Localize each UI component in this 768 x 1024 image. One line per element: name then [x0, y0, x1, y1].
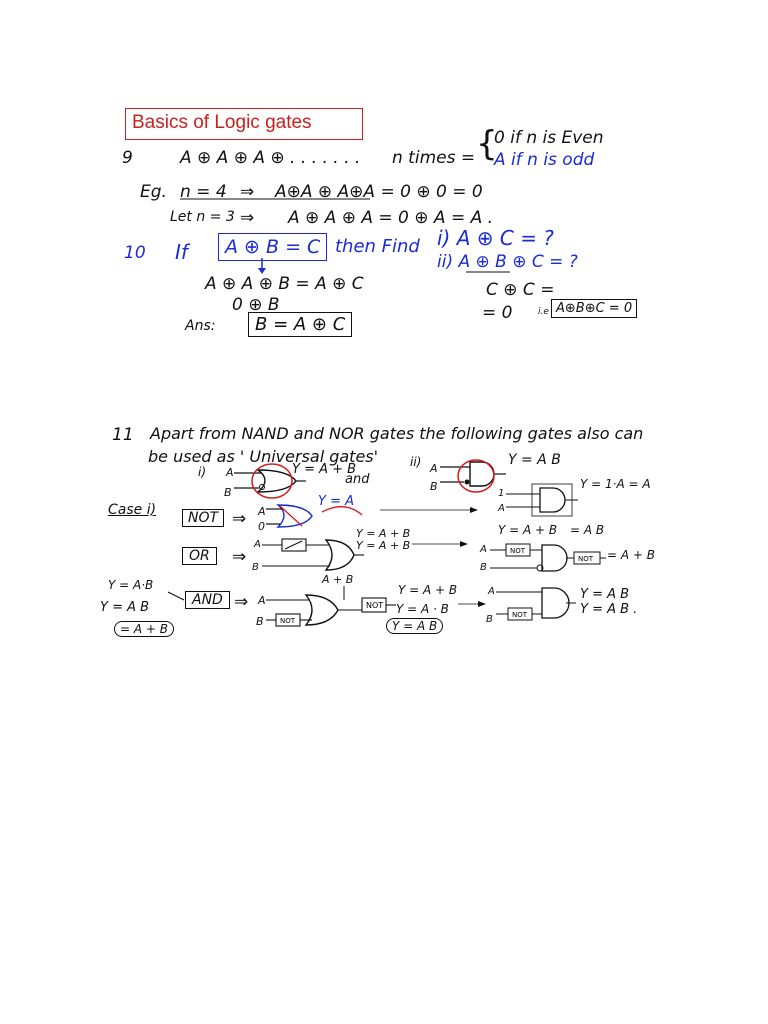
q10-ie: i.e [538, 307, 549, 317]
right-not-eq3: = A B [570, 523, 605, 537]
and-not2-text: NOT [366, 601, 384, 610]
q9-eg-n4: n = 4 [180, 182, 227, 202]
q10-step1: A ⊕ A ⊕ B = A ⊕ C [205, 274, 364, 294]
q11-part-i: i) [198, 465, 207, 479]
and-left-eq2: Y = A B [100, 600, 150, 615]
gate-ii-input-a: A [430, 462, 438, 475]
not-input-0: 0 [258, 520, 265, 533]
right-and-not-text: NOT [512, 611, 528, 619]
gate-i-input-b: B [224, 486, 232, 499]
q9-eg-n4-expr: A⊕A ⊕ A⊕A = 0 ⊕ 0 = 0 [275, 182, 483, 202]
q10-step-ii-1: C ⊕ C = [486, 280, 555, 300]
q10-answer-i-box: B = A ⊕ C [248, 312, 352, 337]
q10-part-ii: ii) A ⊕ B ⊕ C = ? [437, 252, 578, 272]
and-left-eq1: Y = A·B [108, 578, 154, 592]
and-out1: Y = A + B [398, 583, 458, 597]
or-case-gates [262, 539, 364, 570]
q10-step-ii-2: = 0 [482, 303, 513, 323]
or-input-a: A [254, 539, 261, 550]
q10-then-find: then Find [335, 236, 420, 257]
q9-case-even: 0 if n is Even [494, 128, 604, 148]
q10-answer-ii-box: A⊕B⊕C = 0 [551, 299, 637, 318]
or-eq2: Y = A + B [356, 539, 411, 552]
and-input-b: B [256, 615, 264, 628]
and-not-text: NOT [280, 617, 296, 625]
q10-given-box: A ⊕ B = C [218, 233, 327, 261]
q11-number: 11 [112, 425, 134, 445]
right-not-eq2: Y = A + B [498, 523, 558, 537]
arrow-icon: ⇒ [234, 592, 249, 612]
q10-if: If [175, 240, 188, 264]
arrow-right-icon [460, 541, 468, 547]
right-or-in-b: B [480, 562, 487, 573]
right-or-in-a: A [480, 544, 487, 555]
and-out2: Y = A · B [396, 602, 449, 616]
not-box: NOT [182, 509, 224, 527]
gate-ii-equation: Y = A B [508, 452, 561, 468]
gate-i-or-symbol [234, 464, 306, 498]
and-top: A + B [322, 573, 354, 586]
arrow-right-icon [478, 601, 486, 607]
q9-let-n3-expr: A ⊕ A ⊕ A = 0 ⊕ A = A . [288, 208, 494, 228]
and-case-gates [266, 586, 396, 626]
and-word: and [345, 472, 370, 487]
arrow-line [168, 592, 184, 600]
q9-eg-label: Eg. [140, 182, 167, 202]
and-left-eq3: = A + B [114, 621, 174, 637]
q10-step2: 0 ⊕ B [232, 295, 280, 315]
q10-number: 10 [124, 243, 146, 263]
arrow-icon: ⇒ [232, 547, 247, 567]
q9-let-n3: Let n = 3 [170, 209, 235, 225]
and-input-a: A [258, 594, 266, 607]
or-input-b: B [252, 562, 259, 573]
page-title: Basics of Logic gates [132, 112, 312, 133]
not-input-a: A [258, 505, 266, 518]
q9-times: n times = [392, 148, 476, 168]
right-or-case-gates [490, 544, 606, 571]
right-not-in-1: 1 [498, 488, 505, 499]
gate-i-equation: Y = A + B [292, 462, 357, 477]
right-not-eq1: Y = 1·A = A [580, 477, 651, 491]
q9-number: 9 [122, 148, 133, 168]
or-eq1: Y = A + B [356, 527, 411, 540]
q11-line1: Apart from NAND and NOR gates the following gates also can [150, 424, 644, 443]
q10-ans-label: Ans: [185, 318, 216, 334]
q11-line2: be used as ' Universal gates' [148, 447, 379, 466]
right-and-eq2: Y = A B . [580, 602, 638, 617]
arrow-icon: ⇒ [240, 208, 255, 228]
arrow-right-icon [470, 507, 478, 513]
right-and-eq1: Y = A B [580, 587, 630, 602]
q9-case-odd: A if n is odd [494, 150, 595, 170]
right-and-in-a: A [488, 586, 495, 597]
q11-part-ii: ii) [410, 455, 422, 469]
right-and-case-gates [496, 588, 576, 620]
brace: { [476, 124, 498, 164]
not-result: Y = A [318, 494, 354, 509]
right-or-not-text: NOT [510, 547, 526, 555]
not-case-gate [266, 505, 362, 527]
and-out3: Y = A B [386, 618, 443, 634]
right-or-not2-text: NOT [578, 555, 594, 563]
gate-ii-input-b: B [430, 480, 438, 493]
and-box: AND [185, 591, 230, 609]
q9-expression: A ⊕ A ⊕ A ⊕ . . . . . . . [180, 148, 361, 168]
right-or-eq: = A + B [607, 548, 655, 562]
right-not-case-gate [506, 484, 578, 516]
right-not-in-a: A [498, 503, 505, 514]
case-label: Case i) [108, 502, 157, 518]
arrow-icon: ⇒ [232, 509, 247, 529]
or-box: OR [182, 547, 217, 565]
right-and-in-b: B [486, 614, 493, 625]
down-arrow-head-icon [258, 268, 266, 274]
q10-part-i: i) A ⊕ C = ? [437, 226, 554, 250]
gate-i-input-a: A [226, 466, 234, 479]
arrow-icon: ⇒ [240, 182, 255, 202]
gate-ii-and-symbol [440, 460, 506, 492]
